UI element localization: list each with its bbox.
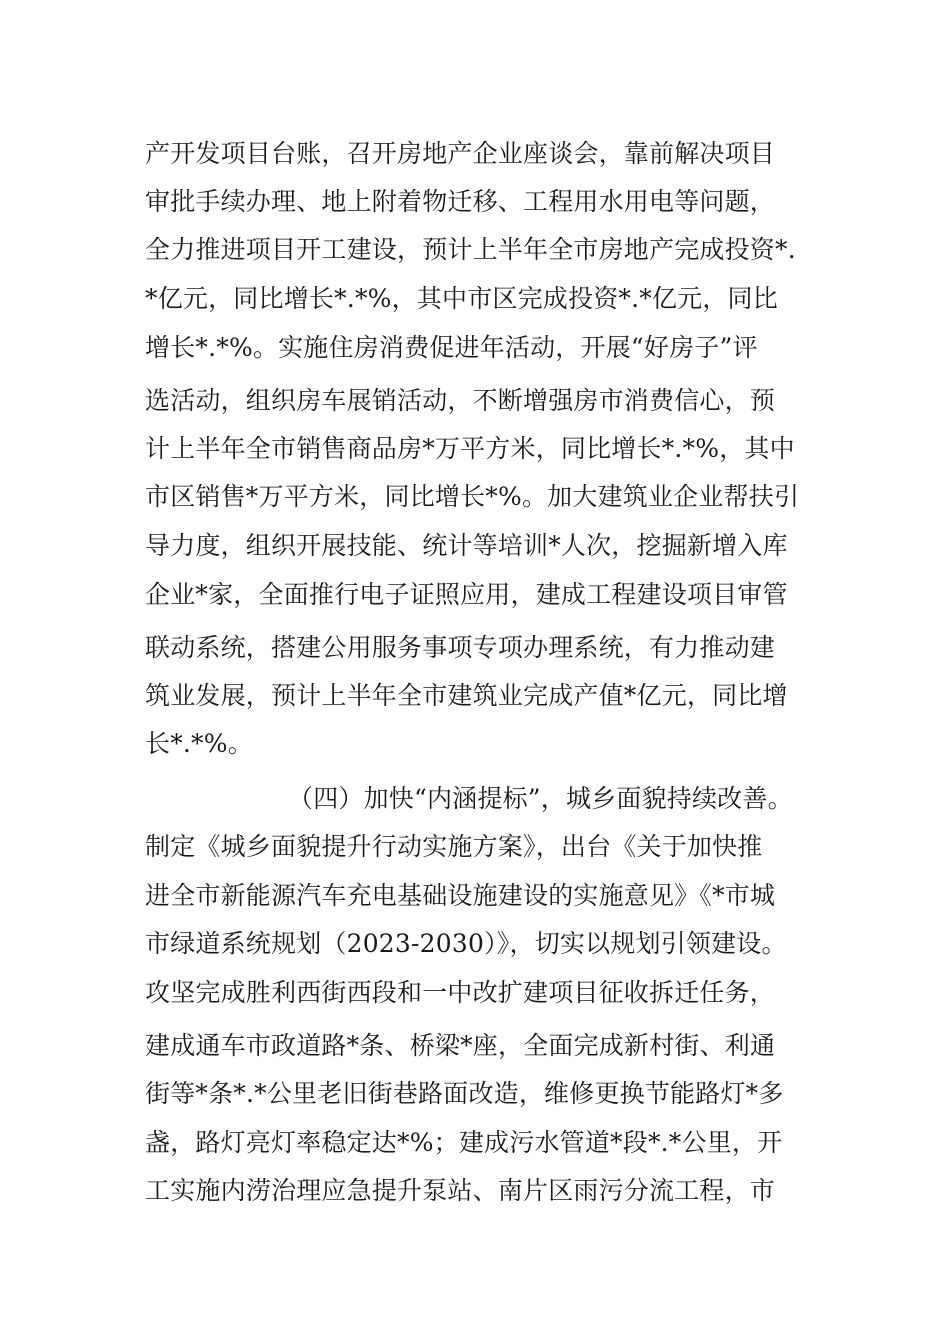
paragraph-line: 选活动，组织房车展销活动，不断增强房市消费信心，预 [145,386,776,415]
paragraph-line: 建成通车市政道路*条、桥梁*座，全面完成新村街、利通 [145,1031,776,1060]
paragraph-line: 审批手续办理、地上附着物迁移、工程用水用电等问题， [145,187,776,216]
paragraph-line: 长*.*%。 [145,729,253,758]
paragraph-line: 盏，路灯亮灯率稳定达*%；建成污水管道*段*.*公里，开 [145,1128,783,1157]
paragraph-line: 产开发项目台账，召开房地产企业座谈会，靠前解决项目 [145,139,776,168]
paragraph-line: *亿元，同比增长*.*%，其中市区完成投资*.*亿元，同比 [145,284,778,313]
paragraph-line: 导力度，组织开展技能、统计等培训*人次，挖掘新增入库 [145,531,788,560]
paragraph-line: 联动系统，搭建公用服务事项专项办理系统，有力推动建 [145,633,776,662]
paragraph-line: 筑业发展，预计上半年全市建筑业完成产值*亿元，同比增 [145,681,788,710]
paragraph-line: 制定《城乡面貌提升行动实施方案》，出台《关于加快推 [145,832,763,861]
paragraph-line: 攻坚完成胜利西街西段和一中改扩建项目征收拆迁任务， [145,978,776,1007]
paragraph-line: 工实施内涝治理应急提升泵站、南片区雨污分流工程，市 [145,1176,776,1205]
paragraph-line: 计上半年全市销售商品房*万平方米，同比增长*.*%，其中 [145,434,795,463]
paragraph-line: 进全市新能源汽车充电基础设施建设的实施意见》《*市城 [145,881,776,910]
paragraph-line: 街等*条*.*公里老旧街巷路面改造，维修更换节能路灯*多 [145,1079,784,1108]
section-heading: （四）加快“内涵提标”，城乡面貌持续改善。 [288,784,793,813]
paragraph-line: 全力推进项目开工建设，预计上半年全市房地产完成投资*. [145,235,796,264]
paragraph-line: 市区销售*万平方米，同比增长*%。加大建筑业企业帮扶引 [145,482,800,511]
paragraph-line: 企业*家，全面推行电子证照应用，建成工程建设项目审管 [145,580,788,609]
paragraph-line: 增长*.*%。实施住房消费促进年活动，开展“好房子”评 [145,333,758,362]
paragraph-line: 市绿道系统规划（2023-2030）》，切实以规划引领建设。 [145,929,787,958]
